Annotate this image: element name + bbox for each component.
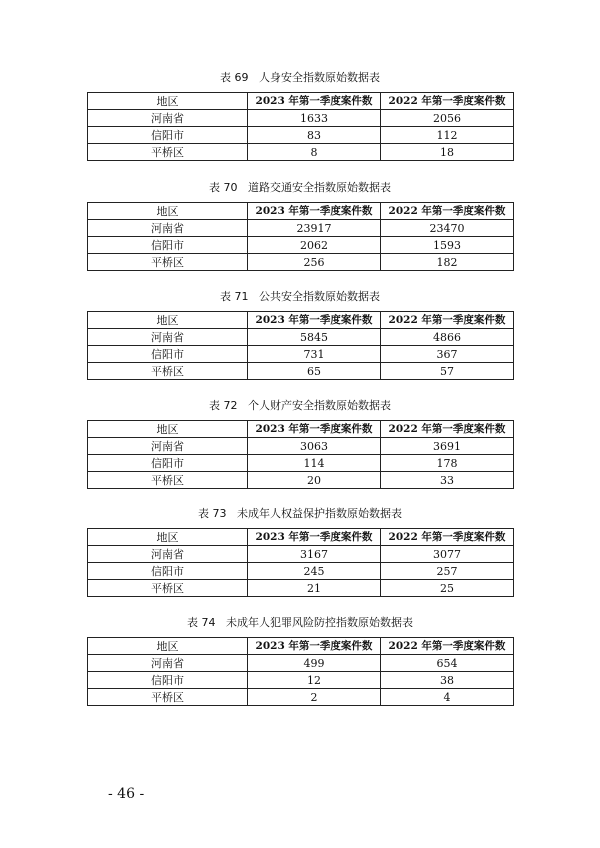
table-row <box>88 438 514 455</box>
header-2023: 2023 年第一季度案件数 <box>248 203 381 220</box>
region-cell: 河南省 <box>88 546 248 563</box>
header-2023: 2023 年第一季度案件数 <box>248 638 381 655</box>
value-2023-cell: 114 <box>248 455 381 472</box>
region-cell: 河南省 <box>88 220 248 237</box>
value-2023-cell: 731 <box>248 346 381 363</box>
value-2022-cell: 654 <box>381 655 514 672</box>
table-row <box>88 580 514 597</box>
region-cell: 平桥区 <box>88 580 248 597</box>
value-2023-cell: 2062 <box>248 237 381 254</box>
value-2022-cell: 33 <box>381 472 514 489</box>
header-2023: 2023 年第一季度案件数 <box>248 529 381 546</box>
header-row <box>88 529 514 546</box>
value-2023-cell: 245 <box>248 563 381 580</box>
region-cell: 平桥区 <box>88 144 248 161</box>
value-2022-cell: 1593 <box>381 237 514 254</box>
value-2023-cell: 499 <box>248 655 381 672</box>
region-cell: 信阳市 <box>88 346 248 363</box>
table-row <box>88 363 514 380</box>
region-cell: 信阳市 <box>88 237 248 254</box>
region-cell: 河南省 <box>88 110 248 127</box>
value-2022-cell: 18 <box>381 144 514 161</box>
table-title: 未成年人犯罪风险防控指数原始数据表 <box>226 616 413 629</box>
value-2023-cell: 3167 <box>248 546 381 563</box>
value-2022-cell: 367 <box>381 346 514 363</box>
table-row <box>88 329 514 346</box>
value-2023-cell: 65 <box>248 363 381 380</box>
table-caption <box>87 399 513 413</box>
value-2022-cell: 182 <box>381 254 514 271</box>
header-2022: 2022 年第一季度案件数 <box>381 529 514 546</box>
table-title: 个人财产安全指数原始数据表 <box>248 399 391 412</box>
value-2023-cell: 12 <box>248 672 381 689</box>
header-2022: 2022 年第一季度案件数 <box>381 93 514 110</box>
table-title: 人身安全指数原始数据表 <box>259 71 380 84</box>
header-row <box>88 421 514 438</box>
header-region: 地区 <box>88 638 248 655</box>
header-2023: 2023 年第一季度案件数 <box>248 93 381 110</box>
table-row <box>88 346 514 363</box>
table-row <box>88 563 514 580</box>
data-table <box>87 92 514 161</box>
table-title: 公共安全指数原始数据表 <box>259 290 380 303</box>
header-2022: 2022 年第一季度案件数 <box>381 421 514 438</box>
data-table <box>87 420 514 489</box>
table-row <box>88 546 514 563</box>
value-2022-cell: 2056 <box>381 110 514 127</box>
header-2022: 2022 年第一季度案件数 <box>381 203 514 220</box>
header-2023: 2023 年第一季度案件数 <box>248 312 381 329</box>
data-table <box>87 311 514 380</box>
table-title: 道路交通安全指数原始数据表 <box>248 181 391 194</box>
table-label: 表 71 <box>220 290 249 303</box>
value-2022-cell: 178 <box>381 455 514 472</box>
data-table <box>87 637 514 706</box>
region-cell: 信阳市 <box>88 672 248 689</box>
table-row <box>88 655 514 672</box>
header-region: 地区 <box>88 93 248 110</box>
value-2022-cell: 25 <box>381 580 514 597</box>
value-2022-cell: 112 <box>381 127 514 144</box>
header-2023: 2023 年第一季度案件数 <box>248 421 381 438</box>
table-caption <box>87 616 513 630</box>
header-region: 地区 <box>88 203 248 220</box>
table-label: 表 72 <box>209 399 238 412</box>
value-2022-cell: 4 <box>381 689 514 706</box>
value-2022-cell: 257 <box>381 563 514 580</box>
region-cell: 平桥区 <box>88 472 248 489</box>
region-cell: 平桥区 <box>88 363 248 380</box>
table-row <box>88 110 514 127</box>
table-title: 未成年人权益保护指数原始数据表 <box>237 507 402 520</box>
data-table <box>87 202 514 271</box>
value-2023-cell: 83 <box>248 127 381 144</box>
table-caption <box>87 71 513 85</box>
header-row <box>88 203 514 220</box>
value-2023-cell: 20 <box>248 472 381 489</box>
table-label: 表 70 <box>209 181 238 194</box>
data-table <box>87 528 514 597</box>
table-row <box>88 237 514 254</box>
header-region: 地区 <box>88 529 248 546</box>
value-2023-cell: 23917 <box>248 220 381 237</box>
table-row <box>88 144 514 161</box>
header-2022: 2022 年第一季度案件数 <box>381 638 514 655</box>
header-region: 地区 <box>88 421 248 438</box>
region-cell: 平桥区 <box>88 689 248 706</box>
region-cell: 信阳市 <box>88 455 248 472</box>
table-row <box>88 455 514 472</box>
table-caption <box>87 181 513 195</box>
table-label: 表 69 <box>220 71 249 84</box>
header-region: 地区 <box>88 312 248 329</box>
table-caption <box>87 290 513 304</box>
value-2022-cell: 57 <box>381 363 514 380</box>
region-cell: 河南省 <box>88 655 248 672</box>
value-2023-cell: 1633 <box>248 110 381 127</box>
value-2022-cell: 23470 <box>381 220 514 237</box>
region-cell: 河南省 <box>88 438 248 455</box>
value-2023-cell: 5845 <box>248 329 381 346</box>
table-row <box>88 472 514 489</box>
region-cell: 信阳市 <box>88 563 248 580</box>
header-row <box>88 638 514 655</box>
region-cell: 信阳市 <box>88 127 248 144</box>
value-2023-cell: 8 <box>248 144 381 161</box>
region-cell: 河南省 <box>88 329 248 346</box>
table-label: 表 73 <box>198 507 227 520</box>
value-2022-cell: 3691 <box>381 438 514 455</box>
value-2023-cell: 256 <box>248 254 381 271</box>
table-label: 表 74 <box>187 616 216 629</box>
value-2022-cell: 3077 <box>381 546 514 563</box>
header-2022: 2022 年第一季度案件数 <box>381 312 514 329</box>
value-2023-cell: 21 <box>248 580 381 597</box>
table-row <box>88 127 514 144</box>
header-row <box>88 93 514 110</box>
region-cell: 平桥区 <box>88 254 248 271</box>
value-2022-cell: 4866 <box>381 329 514 346</box>
table-row <box>88 254 514 271</box>
table-row <box>88 689 514 706</box>
header-row <box>88 312 514 329</box>
value-2022-cell: 38 <box>381 672 514 689</box>
value-2023-cell: 2 <box>248 689 381 706</box>
page-number: - 46 - <box>108 786 145 802</box>
value-2023-cell: 3063 <box>248 438 381 455</box>
table-row <box>88 672 514 689</box>
table-caption <box>87 507 513 521</box>
table-row <box>88 220 514 237</box>
